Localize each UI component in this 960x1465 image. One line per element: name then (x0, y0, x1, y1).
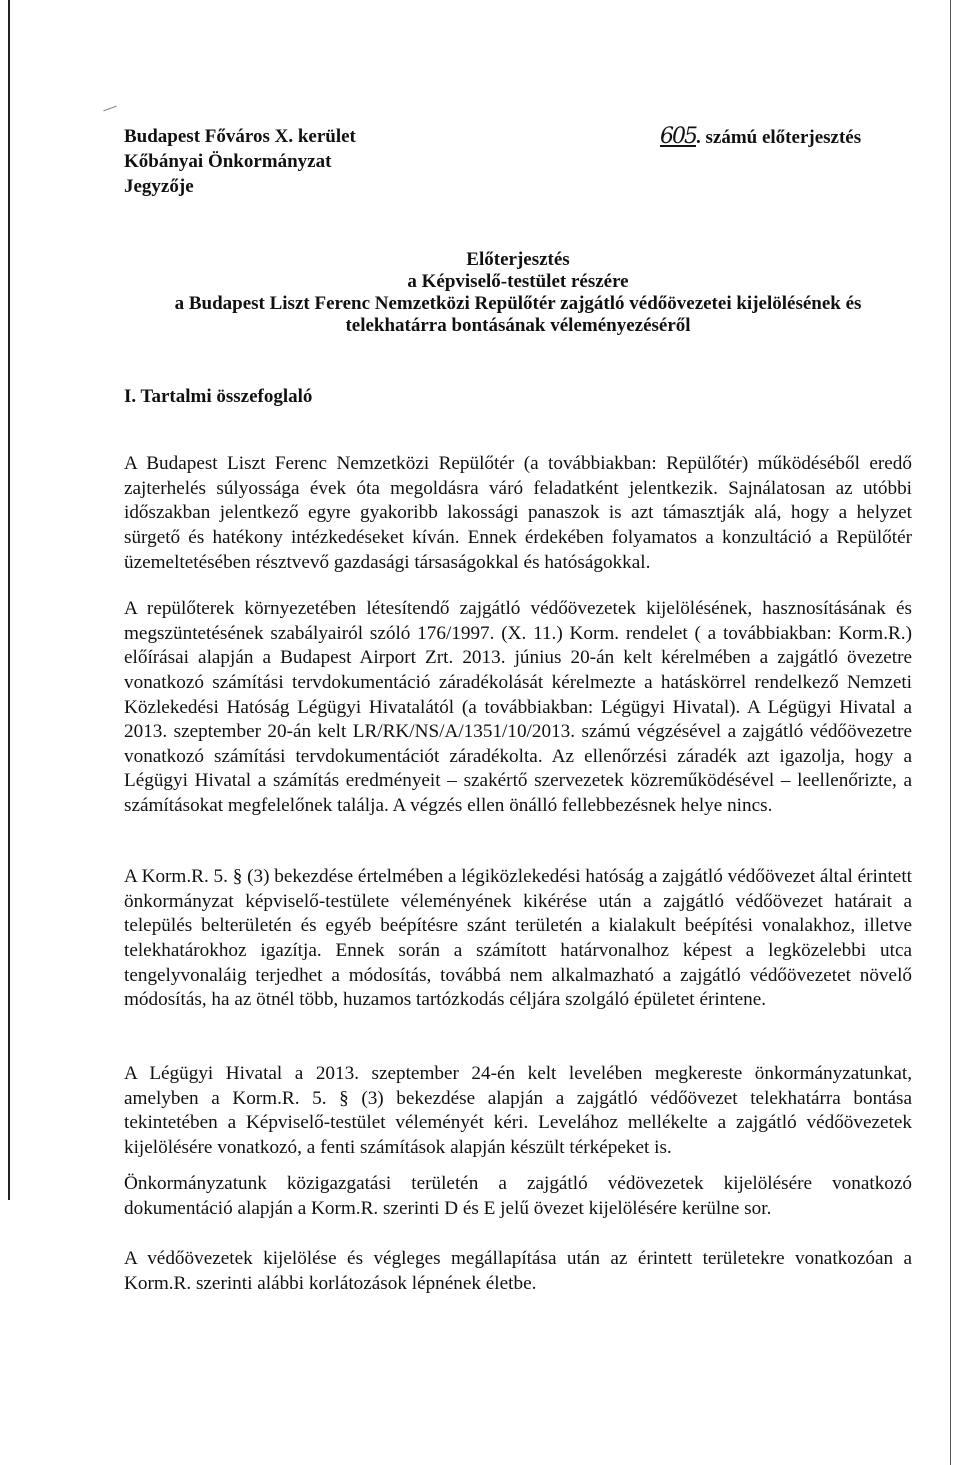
title-line-2: a Képviselő-testület részére (407, 271, 629, 292)
section-heading: I. Tartalmi összefoglaló (124, 386, 313, 407)
paragraph-restrictions: A védőövezetek kijelölése és végleges megállapítása után az érintett területekre vonatkozóan a Korm.R. szerinti alábbi korlátozások lépnének életbe. (124, 1248, 912, 1294)
paragraph-summary: A Budapest Liszt Ferenc Nemzetközi Repülőtér (a továbbiakban: Repülőtér) működéséből eredő zajterhelés súlyossága évek óta megoldásra váró feladatként jelentkezik. Sajnálatosan az utóbbi időszakban jelentkező egyre gyakoribb lakossági panaszok is azt támasztják alá, hogy a helyzet sürgető és hatékony intézkedéseket kíván. Ennek érdekében folyamatos a konzultáció a Repülőtér üzemeltetésében résztvevő gazdasági társaságokkal és hatóságokkal. (124, 453, 912, 573)
issuer-line-2: Kőbányai Önkormányzat (124, 151, 332, 172)
issuer-line-3: Jegyzője (124, 176, 194, 197)
issuer-block (124, 124, 356, 199)
paragraph-korm-r: A Korm.R. 5. § (3) bekezdése értelmében a légiközlekedési hatóság a zajgátló védőövezet által érintett önkormányzat képviselő-testülete véleményének kikérése után a zajgátló védőövezet határait a település belterületén és egyéb beépítésre szánt területén a kialakult beépítési vonalakhoz, illetve telekhatárokhoz igazítja. Ennek során a számított határvonalhoz képest a legközelebbi utca tengelyvonaláig terjedhet a módosítás, továbbá nem alkalmazható a zajgátló védőövezetet növelő módosítás, ha az ötnél több, huzamos tartózkodás céljára szolgáló épületet érintene. (124, 866, 912, 1011)
scan-corner-mark (103, 106, 116, 112)
scan-edge-right (950, 0, 951, 1465)
title-line-1: Előterjesztés (466, 249, 570, 270)
document-title (124, 249, 912, 337)
handwritten-number: 605 (660, 124, 696, 149)
document-number-suffix: . számú előterjesztés (696, 127, 862, 148)
document-number (660, 124, 861, 150)
title-line-3: a Budapest Liszt Ferenc Nemzetközi Repülőtér zajgátló védőövezetei kijelölésének és (174, 293, 862, 314)
paragraph-zones: Önkormányzatunk közigazgatási területén a zajgátló védövezetek kijelölésére vonatkozó dokumentáció alapján a Korm.R. szerinti D és E jelű övezet kijelölésére kerülne sor. (124, 1173, 912, 1219)
scan-edge-left (8, 0, 10, 1200)
issuer-line-1: Budapest Főváros X. kerület (124, 126, 356, 147)
paragraph-regulation: A repülőterek környezetében létesítendő zajgátló védőövezetek kijelölésének, hasznosításának és megszüntetésének szabályairól szóló 176/1997. (X. 11.) Korm. rendelet ( a továbbiakban: Korm.R.) előírásai alapján a Budapest Airport Zrt. 2013. június 20-án kelt kérelmében a zajgátló övezetre vonatkozó számítási tervdokumentáció záradékolását kérelmezte a hatáskörrel rendelkező Nemzeti Közlekedési Hatóság Légügyi Hivatalától (a továbbiakban: Légügyi Hivatal). A Légügyi Hivatal a 2013. szeptember 20-án kelt LR/RK/NS/A/1351/10/2013. számú végzésével a zajgátló védőövezetre vonatkozó számítási tervdokumentációt záradékolta. Az ellenőrzési záradék azt igazolja, hogy a Légügyi Hivatal a számítás eredményeit – szakértő szervezetek közreműködésével – leellenőrizte, a számításokat megfelelőnek találja. A végzés ellen önálló fellebbezésnek helye nincs. (124, 598, 912, 816)
paragraph-letter: A Légügyi Hivatal a 2013. szeptember 24-én kelt levelében megkereste önkormányzatunkat, amelyben a Korm.R. 5. § (3) bekezdése alapján a zajgátló védőövezet telekhatárra bontása tekintetében a Képviselő-testület véleményét kéri. Levelához mellékelte a zajgátló védőövezetek kijelölésére vonatkozó, a fenti számítások alapján készült térképeket is. (124, 1063, 912, 1158)
title-line-4: telekhatárra bontásának véleményezéséről (345, 315, 691, 336)
